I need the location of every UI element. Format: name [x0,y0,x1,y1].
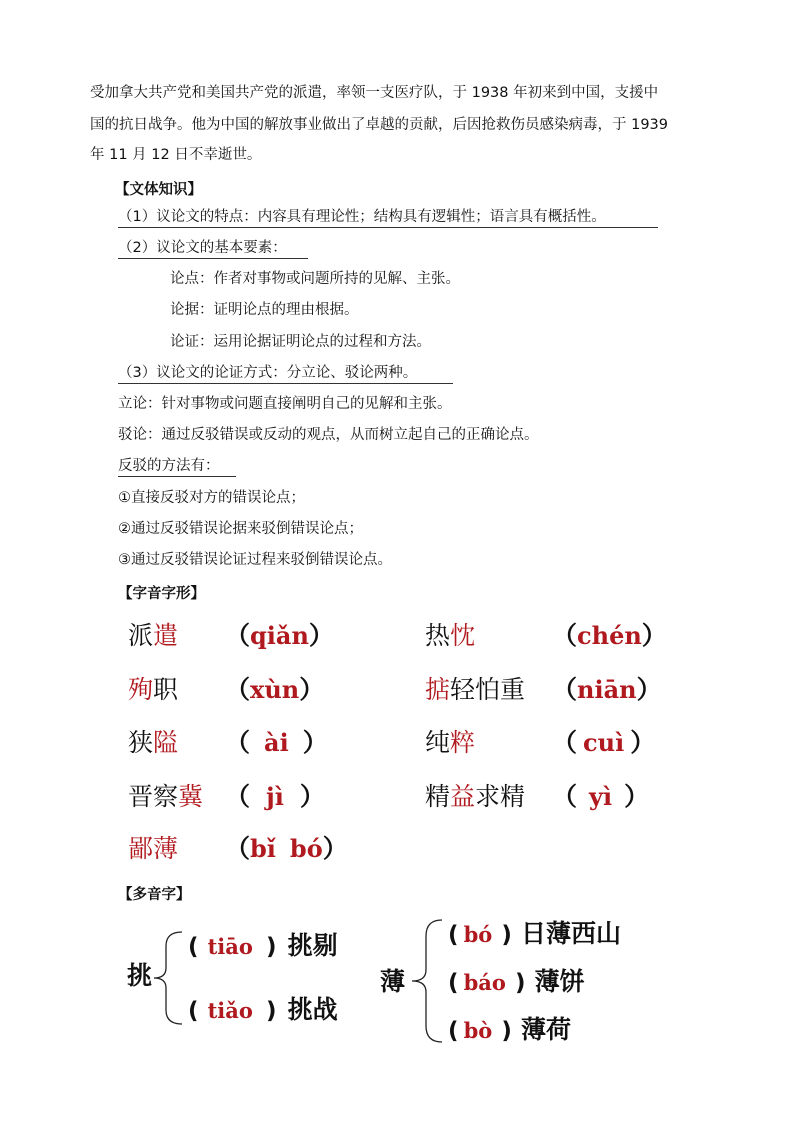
zy-heading: 【字音字形】 [118,586,205,602]
bao-reading-2: ( báo ) 薄饼 [448,967,585,996]
underline-2 [118,258,308,259]
word-bibo: 鄙薄 [128,834,179,863]
brace-tiao [152,930,184,1026]
pinyin-nian: （niān） [552,675,662,704]
genre-point-1: （1）议论文的特点：内容具有理论性；结构具有逻辑性；语言具有概括性。 [118,209,606,225]
underline-1 [118,227,658,228]
brace-bao [408,918,444,1044]
genre-heading: 【文体知识】 [115,182,202,198]
word-xiaai: 狭隘 [128,728,179,757]
word-chuncui: 纯粹 [425,728,476,757]
lilun-def: 立论：针对事物或问题直接阐明自己的见解和主张。 [118,396,452,412]
pinyin-bibo: （bǐ bó） [225,834,348,863]
pinyin-xun: （xùn） [225,675,325,704]
tiao-reading-1: ( tiāo ) 挑剔 [188,931,338,960]
rebuttal-method-2: ②通过反驳错误论据来驳倒错误论点； [118,521,363,537]
rebuttal-method-1: ①直接反驳对方的错误论点； [118,490,305,506]
element-lundian: 论点：作者对事物或问题所持的见解、主张。 [170,271,460,287]
tiao-reading-2: ( tiǎo ) 挑战 [188,995,338,1024]
rebuttal-method-3: ③通过反驳错误论证过程来驳倒错误论点。 [118,552,392,568]
dyz-heading: 【多音字】 [118,887,191,903]
polyphone-bao: 薄 [380,967,406,996]
rebuttal-methods-heading: 反驳的方法有： [118,458,220,474]
pinyin-ai: （ ài ） [225,728,328,757]
bolun-def: 驳论：通过反驳错误或反动的观点，从而树立起自己的正确论点。 [118,427,539,443]
element-lunju: 论据：证明论点的理由根据。 [170,302,359,318]
word-dianqingpazhong: 掂轻怕重 [425,675,526,704]
pinyin-yi: （ yì ） [552,782,650,811]
pinyin-chen: （chén） [552,621,667,650]
genre-point-3: （3）议论文的论证方式：分立论、驳论两种。 [118,365,418,381]
underline-4 [118,476,236,477]
bao-reading-3: ( bò ) 薄荷 [448,1015,572,1044]
polyphone-tiao: 挑 [127,961,153,990]
intro-line-2: 国的抗日战争。他为中国的解放事业做出了卓越的贡献，后因抢救伤员感染病毒，于 1939 [90,117,669,133]
element-lunzheng: 论证：运用论据证明论点的过程和方法。 [170,334,431,350]
pinyin-qian: （qiǎn） [225,621,334,650]
pinyin-cui: （ cuì ） [552,728,656,757]
intro-line-1: 受加拿大共产党和美国共产党的派遣，率领一支医疗队，于 1938 年初来到中国，支援中 [90,85,659,101]
pinyin-ji: （ jì ） [225,782,325,811]
genre-point-2: （2）议论文的基本要素： [118,240,287,256]
word-paiqian: 派遣 [128,621,179,650]
word-rechen: 热忱 [425,621,476,650]
bao-reading-1: ( bó ) 日薄西山 [448,919,622,948]
underline-3 [118,383,453,384]
word-jingyiqiujing: 精益求精 [425,782,526,811]
word-jinchaji: 晋察冀 [128,782,204,811]
intro-line-3: 年 11 月 12 日不幸逝世。 [90,147,262,163]
word-xunzhi: 殉职 [128,675,179,704]
